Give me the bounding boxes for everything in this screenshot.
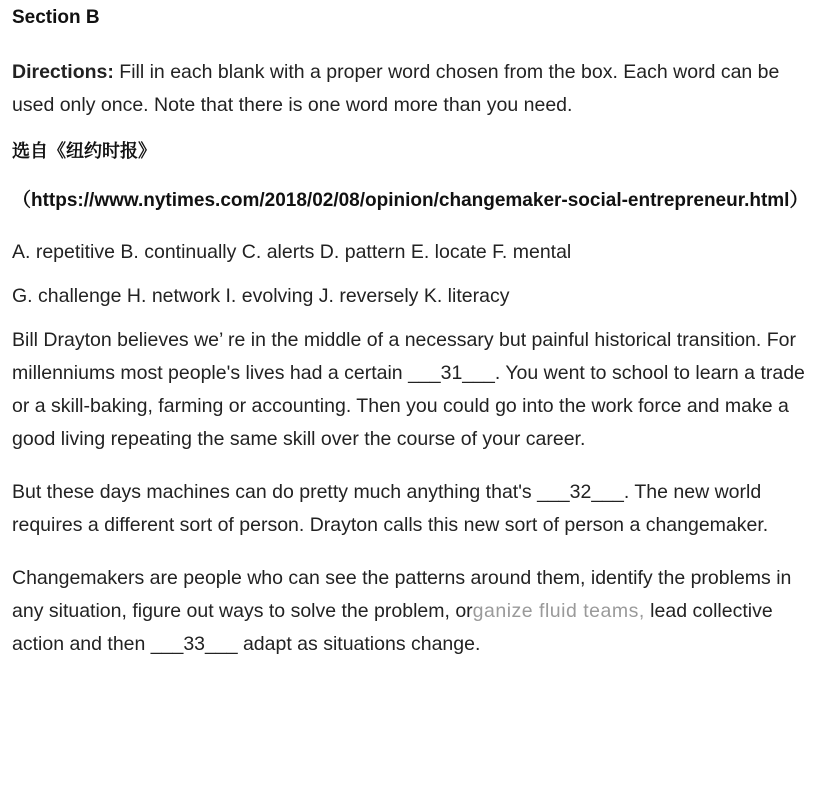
passage-text: Bill Drayton believes we’ re in the middle of a necessary but painful historical transition. For millenniums most people's lives had a certain bbox=[12, 329, 796, 384]
blank-31: ___31___ bbox=[408, 362, 495, 384]
passage-text: adapt as situations change. bbox=[237, 633, 481, 655]
passage-text: lead collective action and then bbox=[12, 600, 773, 655]
word-box-line-1: A. repetitive B. continually C. alerts D. pattern E. locate F. mental bbox=[12, 241, 572, 263]
section-heading: Section B bbox=[12, 7, 100, 28]
passage-paragraph-2 bbox=[12, 476, 821, 542]
directions-paragraph bbox=[12, 56, 821, 122]
directions-label: Directions: bbox=[12, 61, 114, 83]
passage-text: . The new world requires a different sort of person. Drayton calls this new sort of person a changemaker. bbox=[12, 481, 769, 536]
directions-text: Fill in each blank with a proper word chosen from the box. Each word can be used only once. Note that there is one word more than you need. bbox=[12, 61, 780, 116]
word-box-line-2: G. challenge H. network I. evolving J. reversely K. literacy bbox=[12, 285, 510, 307]
source-title: 选自《纽约时报》 bbox=[12, 141, 156, 161]
passage-paragraph-1 bbox=[12, 324, 821, 456]
blank-33: ___33___ bbox=[150, 633, 238, 655]
passage-text: But these days machines can do pretty much anything that's bbox=[12, 481, 538, 503]
passage-text: Changemakers are people who can see the patterns around them, identify the problems in any situation, figure out ways to solve the problem, or bbox=[12, 567, 792, 622]
blurred-text: ganize fluid teams, bbox=[472, 600, 645, 622]
source-url[interactable]: （https://www.nytimes.com/2018/02/08/opinion/changemaker-social-entrepreneur.html） bbox=[12, 190, 809, 211]
passage-text: . You went to school to learn a trade or a skill-baking, farming or accounting. Then you could go into the work force and make a good living repeating the same skill over the course of your career. bbox=[12, 362, 805, 450]
passage-paragraph-3 bbox=[12, 562, 821, 661]
blank-32: ___32___ bbox=[537, 481, 624, 503]
